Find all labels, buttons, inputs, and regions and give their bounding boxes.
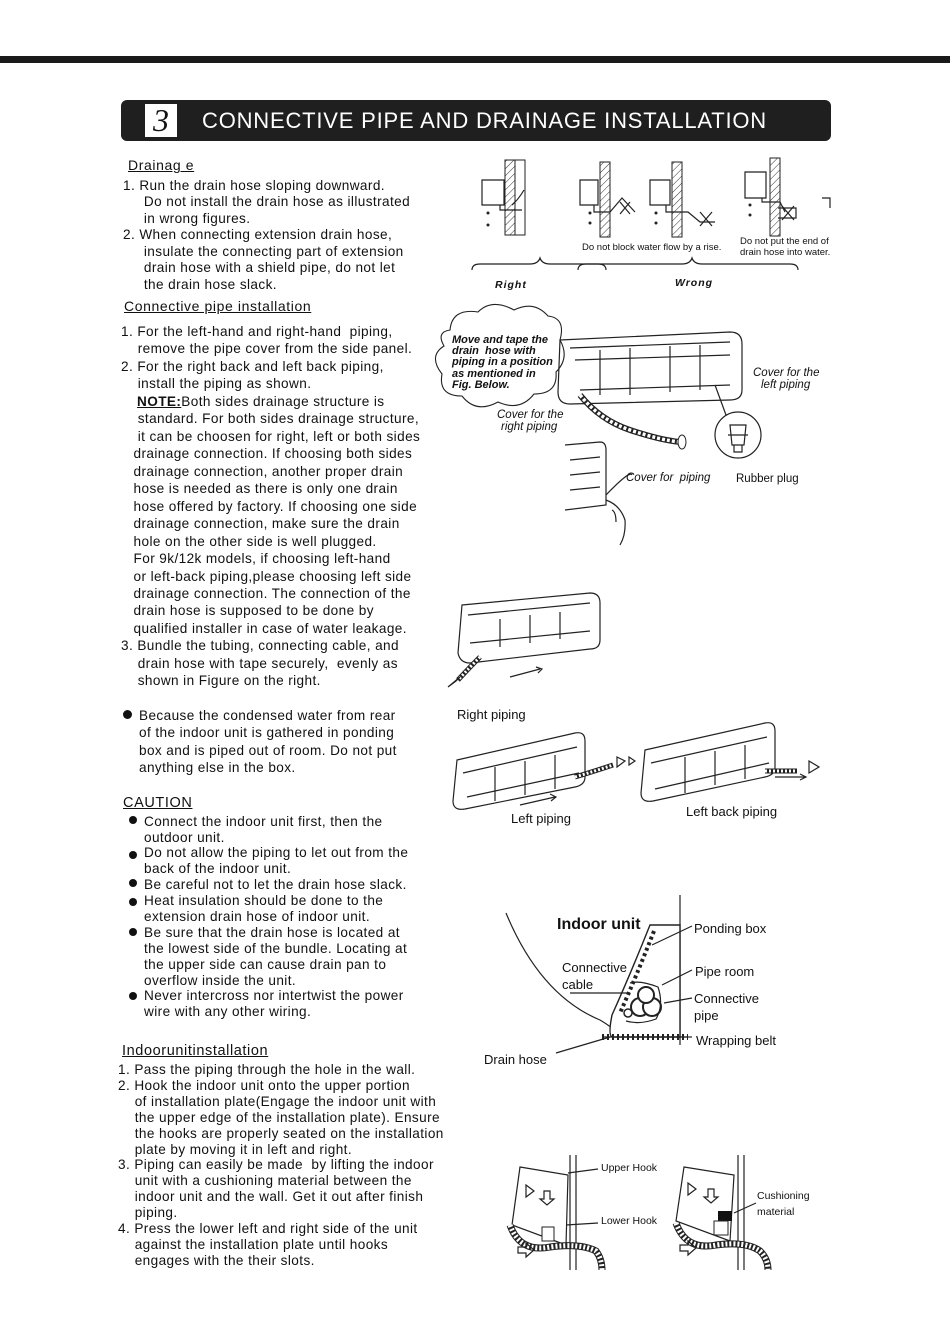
text-line: Never intercross nor intertwist the power [144,988,404,1003]
text-line: 1. For the left-hand and right-hand piping, [121,324,393,339]
cushioning-label: material [757,1206,795,1218]
text-line: the drain hose slack. [123,277,277,292]
text-line: the lowest side of the bundle. Locating at [144,941,408,956]
text-line: back of the indoor unit. [144,861,292,876]
text-line: drainage connection. If choosing both sides [121,446,413,461]
text-line: 1. Run the drain hose sloping downward. [123,178,385,193]
text-line: remove the pipe cover from the side panel. [121,341,413,356]
wrong-label: Wrong [675,277,714,289]
indoor-unit-label: Indoor unit [557,916,641,933]
connective-pipe-label: pipe [694,1008,719,1023]
bullet [129,879,137,887]
text-line: it can be choosen for right, left or both sides [121,429,421,444]
text-line: Do not install the drain hose as illustrated [123,194,411,209]
text-line: shown in Figure on the right. [121,673,321,688]
note-line [137,393,385,410]
text-line: drainage connection, another proper drain [121,464,404,479]
caption-rise: Do not block water flow by a rise. [582,242,722,253]
left-piping-label: Left piping [511,811,571,826]
text-line: Do not allow the piping to let out from the [144,845,409,860]
text-line: Because the condensed water from rear [139,708,396,723]
cover-left-label: left piping [761,379,811,391]
text-line: drain hose with a shield pipe, do not let [123,260,396,275]
caption-water: Do not put the end of [740,236,829,247]
text-line: 3. Piping can easily be made by lifting the indoor [118,1157,434,1172]
note-text: Both sides drainage structure is [181,394,385,409]
note-label: NOTE: [137,394,182,409]
bullet [123,710,132,719]
text-line: 2. When connecting extension drain hose, [123,227,393,242]
pipe-room-label: Pipe room [695,964,755,979]
text-line: hose offered by factory. If choosing one side [121,499,418,514]
connective-heading: Connective pipe installation [124,298,312,314]
text-line: the hooks are properly seated on the installation [118,1126,444,1141]
cushioning-label: Cushioning [757,1190,810,1202]
bubble-text: Fig. Below. [452,379,510,391]
caution-heading-text: CAUTION [123,795,193,811]
bundle-figure [440,585,620,695]
text-line: hose is needed as there is only one drain [121,481,398,496]
drainage-figure [460,150,850,295]
text-line: the upper edge of the installation plate). Ensure [118,1110,440,1125]
section-title: CONNECTIVE PIPE AND DRAINAGE INSTALLATION [202,108,767,133]
text-line: overflow inside the unit. [144,973,297,988]
cover-left-label: Cover for the [753,367,820,379]
bullet [129,851,137,859]
text-line: Be careful not to let the drain hose slack. [144,877,407,892]
text-line: insulate the connecting part of extension [123,244,404,259]
bullet [129,898,137,906]
bubble-text: drain hose with [452,345,536,357]
text-line: outdoor unit. [144,830,225,845]
cover-right-label: Cover for the [497,409,564,421]
indoor-install-heading: Indoorunitinstallation [122,1043,269,1059]
ponding-box-label: Ponding box [694,921,767,936]
text-line: in wrong figures. [123,211,251,226]
text-line: 3. Bundle the tubing, connecting cable, and [121,638,399,653]
left-back-piping-label: Left back piping [686,804,778,819]
text-line: standard. For both sides drainage structure, [121,411,420,426]
text-line: 2. For the right back and left back piping, [121,359,384,374]
lower-hook-label: Lower Hook [601,1215,658,1227]
text-line: Heat insulation should be done to the [144,893,384,908]
text-line: drain hose is supposed to be done by [121,603,374,618]
text-line: For 9k/12k models, if choosing left-hand [121,551,391,566]
wrapping-belt-label: Wrapping belt [696,1033,776,1048]
bullet [129,992,137,1000]
text-line: qualified installer in case of water leakage. [121,621,407,636]
text-line: 2. Hook the indoor unit onto the upper portion [118,1078,410,1093]
connective-cable-label: Connective [562,960,628,975]
text-line: Be sure that the drain hose is located at [144,925,400,940]
text-line: of the indoor unit is gathered in ponding [139,725,395,740]
text-line: of installation plate(Engage the indoor unit with [118,1094,437,1109]
caption-water: drain hose into water. [740,247,831,258]
text-line: wire with any other wiring. [144,1004,312,1019]
connective-pipe-label: Connective [694,991,760,1006]
text-line: plate by moving it in left and right. [118,1142,353,1157]
drain-hose-label: Drain hose [484,1052,547,1067]
text-line: hole on the other side is well plugged. [121,534,377,549]
right-label: Right [495,279,527,291]
text-line: indoor unit and the wall. Get it out after finish [118,1189,424,1204]
text-line: against the installation plate until hooks [118,1237,389,1252]
text-line: box and is piped out of room. Do not put [139,743,397,758]
text-line: install the piping as shown. [121,376,312,391]
text-line: 1. Pass the piping through the hole in the wall. [118,1062,416,1077]
text-line: drainage connection. The connection of the [121,586,411,601]
text-line: the upper side can cause drain pan to [144,957,387,972]
text-line: drainage connection, make sure the drain [121,516,400,531]
caution-heading [123,795,192,811]
text-line: piping. [118,1205,178,1220]
text-line: drain hose with tape securely, evenly as [121,656,398,671]
text-line: extension drain hose of indoor unit. [144,909,370,924]
bubble-text: piping in a position [452,356,553,368]
bubble-text: as mentioned in [452,368,536,380]
text-line: Connect the indoor unit first, then the [144,814,383,829]
bubble-text: Move and tape the [452,334,548,346]
section-title-bar [121,100,831,141]
section-number: 3 [145,104,177,137]
text-line: 4. Press the lower left and right side of the unit [118,1221,418,1236]
drainage-heading: Drainag e [128,157,195,173]
text-line: engages with the their slots. [118,1253,315,1268]
text-line: or left-back piping,please choosing left side [121,569,412,584]
connective-cable-label: cable [562,977,594,992]
upper-hook-label: Upper Hook [601,1162,658,1174]
bullet [129,928,137,936]
text-line: anything else in the box. [139,760,296,775]
bullet [129,816,137,824]
top-rule [0,56,950,63]
cover-right-label: right piping [501,421,558,433]
rubber-plug-label: Rubber plug [736,473,799,485]
right-piping-label: Right piping [457,707,526,722]
text-line: unit with a cushioning material between the [118,1173,412,1188]
cover-piping-label: Cover for piping [626,472,711,484]
